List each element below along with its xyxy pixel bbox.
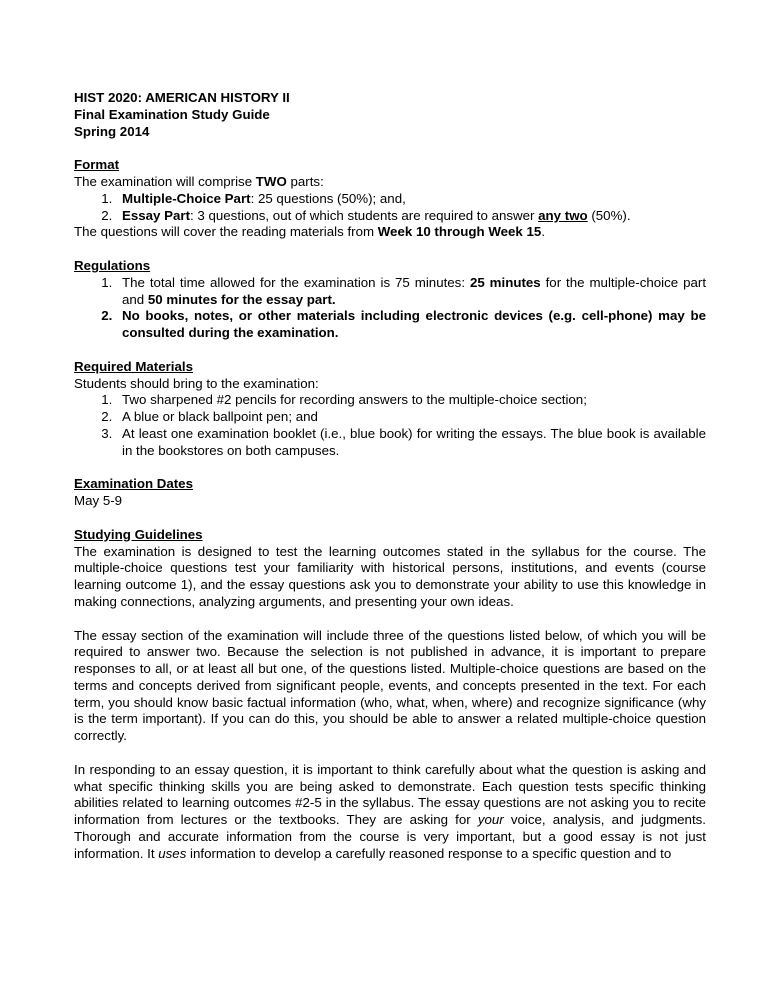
guidelines-p3-text: In responding to an essay question, it is important to think carefully about what the question is asking and what specific thinking skills you are being asked to demonstrate. Each question tests specific thinking abilities related to learning outcomes #2-5 in the syllabus. The essay questions are not asking you to recite information from lectures or the textbooks. They are asking for (74, 761, 706, 828)
term-label: Spring 2014 (74, 123, 150, 139)
format-item-essay (116, 208, 706, 225)
format-outro-emphasis: Week 10 through Week 15 (377, 224, 542, 240)
dates-value: May 5-9 (74, 493, 123, 509)
format-item2-label: Essay Part (122, 207, 191, 223)
guidelines-p3-italic: your (477, 812, 504, 828)
format-item2-text: : 3 questions, out of which students are required to answer (190, 207, 539, 223)
regulation1-text-mid: for the multiple-choice part and (122, 274, 707, 307)
guidelines-paragraph-2: The essay section of the examination will include three of the questions listed below, of which you will be required to answer two. Because the selection is not published in advance, it is important to prepare responses to all, or at least all but one, of the questions listed. Multiple-choice questions are based on the terms and concepts derived from significant people, events, and concepts presented in the text. For each term, you should know basic factual information (who, what, when, where) and recognize significance (why is the term important). If you can do this, you should be able to answer a related multiple-choice question correctly. (74, 627, 706, 744)
format-item1-label: Multiple-Choice Part (122, 190, 251, 206)
document-page (74, 90, 706, 863)
regulation-item-time (116, 275, 706, 309)
regulation-item-materials: 2. No books, notes, or other materials including electronic devices (e.g. cell-phone) may be consulted during the examination. (116, 308, 706, 342)
format-item1-text: : 25 questions (50%); and, (250, 190, 406, 206)
dates-section (74, 476, 706, 510)
regulation1-text: The total time allowed for the examination is 75 minutes: (122, 274, 470, 290)
course-title: HIST 2020: AMERICAN HISTORY II (74, 90, 290, 105)
guidelines-p3-italic-2: uses (158, 845, 187, 861)
format-outro-text: The questions will cover the reading materials from (74, 224, 378, 240)
format-intro-text-end: parts: (286, 173, 324, 189)
materials-intro: Students should bring to the examination: (74, 375, 319, 391)
guidelines-p3-text-mid: voice, analysis, and judgments. Thorough and accurate information from the course is very important, but a good essay is not just information. It (74, 812, 706, 861)
regulation1-emphasis-end: 50 minutes for the essay part. (147, 291, 336, 307)
materials-item-pencils: 1. Two sharpened #2 pencils for recording answers to the multiple-choice section; (116, 392, 706, 409)
regulations-heading: Regulations (74, 257, 151, 273)
format-outro (74, 224, 706, 241)
format-outro-end: . (541, 224, 546, 240)
format-item2-text-end: (50%). (587, 207, 631, 223)
materials-list (74, 392, 706, 459)
guidelines-paragraph-1: The examination is designed to test the learning outcomes stated in the syllabus for the course. The multiple-choice questions test your familiarity with historical persons, institutions, and events (course learning outcome 1), and the essay questions ask you to demonstrate your ability to use this knowledge in making connections, analyzing arguments, and presenting your own ideas. (74, 543, 706, 609)
format-list (74, 191, 706, 225)
format-section (74, 157, 706, 241)
document-header (74, 90, 706, 140)
format-intro (74, 174, 706, 191)
guidelines-heading: Studying Guidelines (74, 526, 203, 542)
guidelines-p3-text-end: information to develop a carefully reasoned response to a specific question and to (186, 845, 672, 861)
format-item2-emphasis: any two (538, 207, 588, 223)
dates-heading: Examination Dates (74, 476, 193, 492)
materials-section (74, 359, 706, 460)
materials-item-booklet: 3. At least one examination booklet (i.e., blue book) for writing the essays. The blue book is available in the bookstores on both campuses. (116, 426, 706, 460)
regulations-list (74, 275, 706, 342)
guidelines-paragraph-3 (74, 762, 706, 863)
regulation1-emphasis: 25 minutes (469, 274, 541, 290)
regulations-section (74, 258, 706, 342)
materials-heading: Required Materials (74, 358, 193, 374)
materials-item-pen: 2. A blue or black ballpoint pen; and (116, 409, 706, 426)
format-intro-text: The examination will comprise (74, 173, 256, 189)
format-heading: Format (74, 157, 120, 173)
format-intro-emphasis: TWO (255, 173, 287, 189)
guidelines-section (74, 527, 706, 863)
format-item-multiple-choice (116, 191, 706, 208)
document-title: Final Examination Study Guide (74, 106, 270, 122)
